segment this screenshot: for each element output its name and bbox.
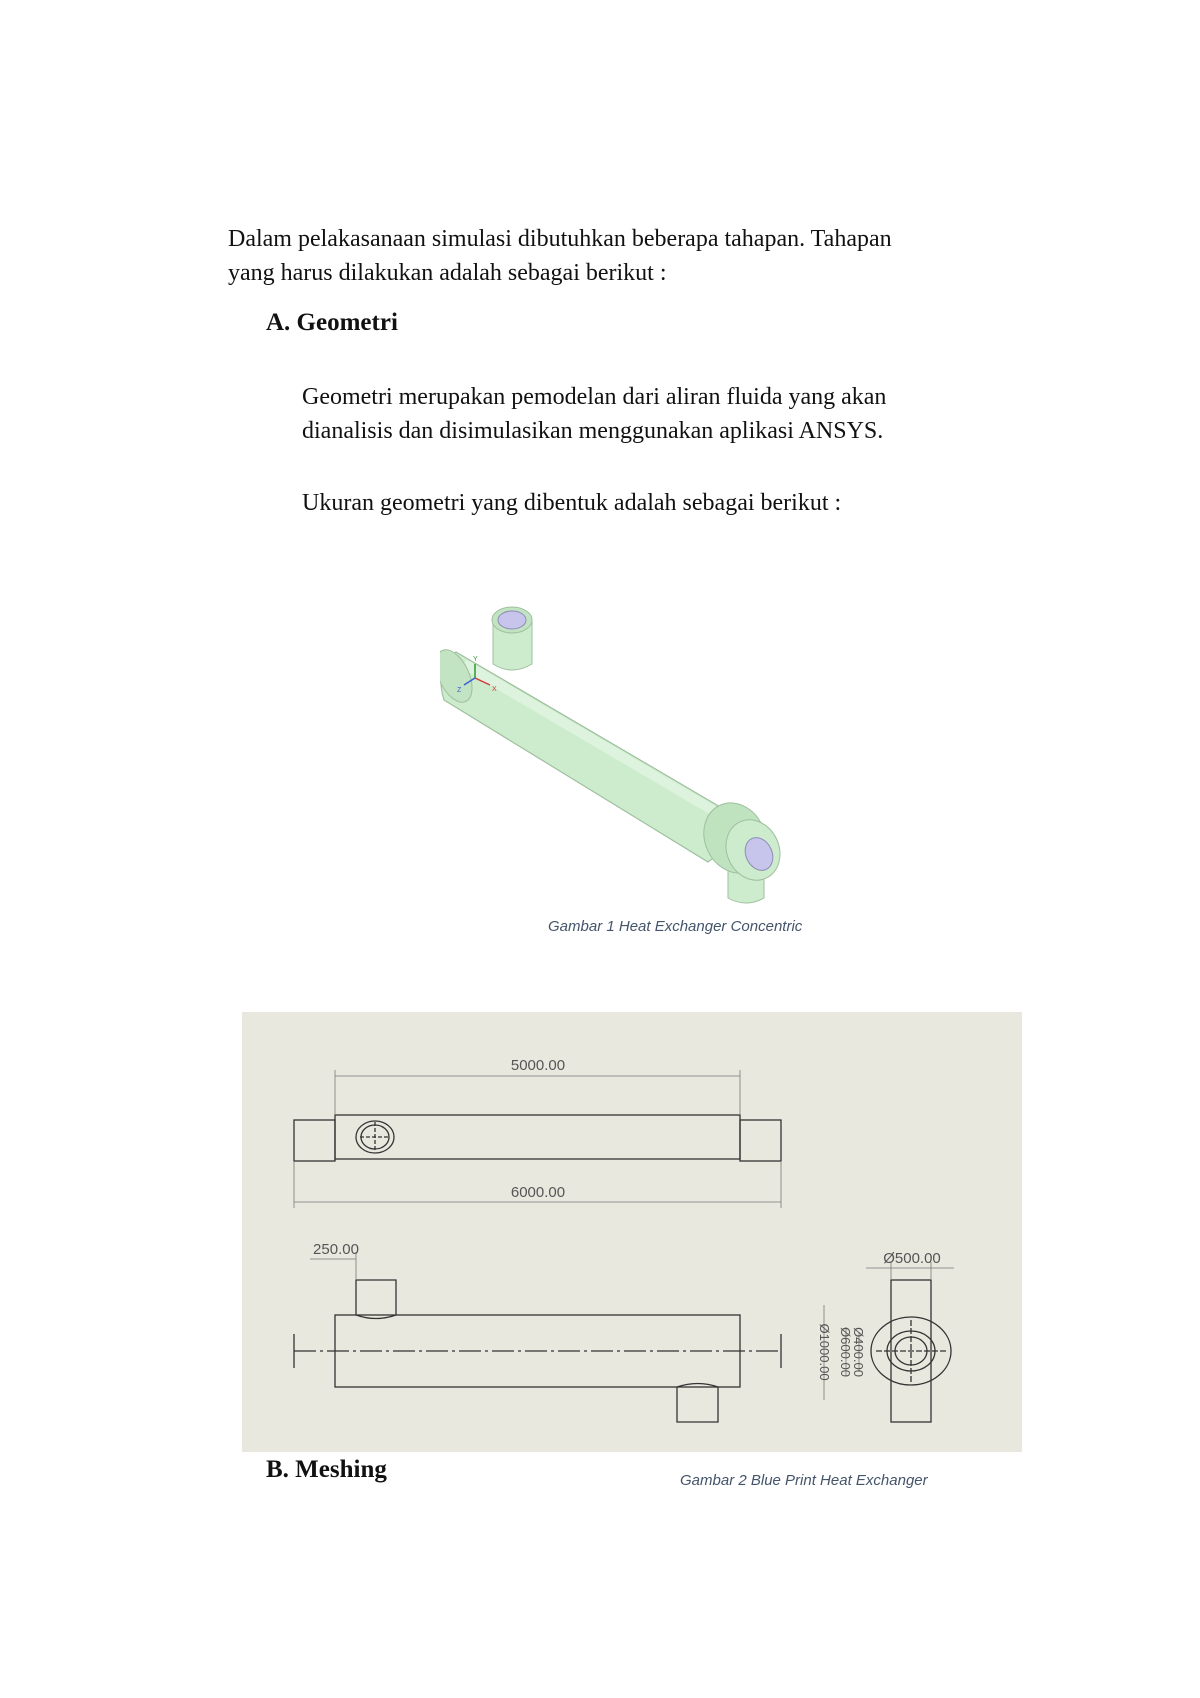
intro-line-1: Dalam pelakasanaan simulasi dibutuhkan beberapa tahapan. Tahapan [228,226,892,252]
dim-nozzle-offset: 250.00 [313,1241,359,1258]
section-b-heading: B. Meshing [266,1456,387,1483]
dim-outer-diameter: Ø1000.00 [817,1323,832,1381]
axis-label-z: Z [457,687,462,694]
figure-2-caption: Gambar 2 Blue Print Heat Exchanger [680,1472,928,1489]
dim-mid-diameter: Ø600.00 [838,1327,853,1377]
dim-inner-length: 5000.00 [510,1057,566,1074]
dim-inner-diameter: Ø400.00 [851,1327,866,1377]
axis-label-y: Y [473,656,478,663]
dim-nozzle-diameter: Ø500.00 [883,1250,941,1267]
section-a-heading: A. Geometri [266,309,398,336]
axis-label-x: X [492,686,497,693]
blueprint-drawing-panel [242,1012,1022,1452]
figure-1-caption: Gambar 1 Heat Exchanger Concentric [548,918,803,935]
dim-total-length: 6000.00 [510,1184,566,1201]
intro-line-2: yang harus dilakukan adalah sebagai berikut : [228,260,667,286]
heat-exchanger-3d-model [440,600,820,910]
geometri-para-line-2: dianalisis dan disimulasikan menggunakan aplikasi ANSYS. [302,418,884,444]
ukuran-geometri-text: Ukuran geometri yang dibentuk adalah sebagai berikut : [302,490,842,516]
geometri-para-line-1: Geometri merupakan pemodelan dari aliran fluida yang akan [302,384,887,410]
blueprint-drawing [242,1012,1022,1452]
